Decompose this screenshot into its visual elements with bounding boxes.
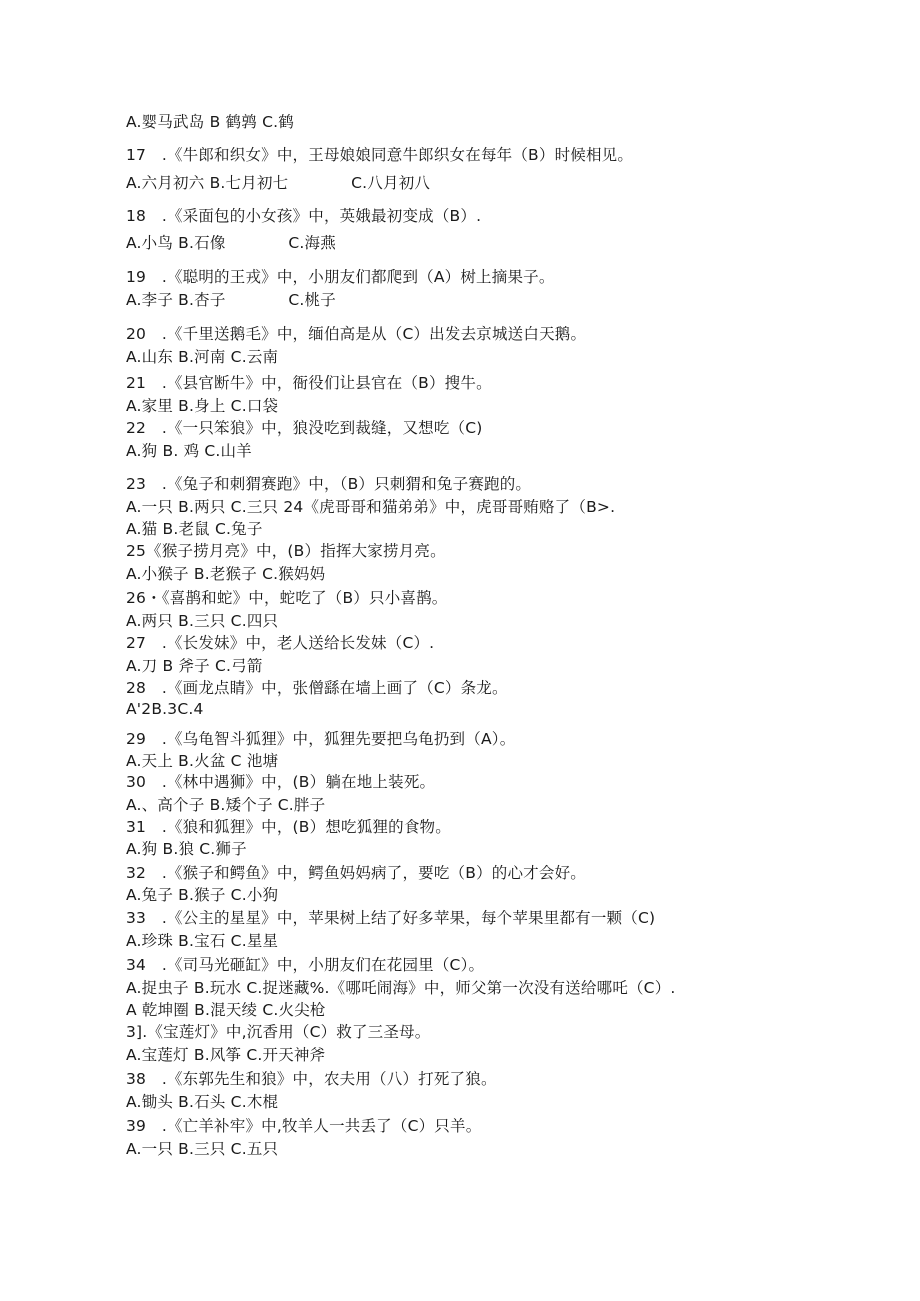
question-32: 32 .《猴子和鳄鱼》中，鳄鱼妈妈病了，要吃（B）的心才会好。 bbox=[126, 864, 586, 882]
question-25: 25《猴子捞月亮》中，(B）指挥大家捞月亮。 bbox=[126, 542, 446, 560]
answer-options-25: A.小猴子 B.老猴子 C.猴妈妈 bbox=[126, 565, 326, 583]
answer-options-28: A'2B.3C.4 bbox=[126, 700, 204, 718]
question-34: 34 .《司马光砸缸》中，小朋友们在花园里（C）。 bbox=[126, 956, 485, 974]
question-19: 19 .《聪明的王戎》中，小朋友们都爬到（A）树上摘果子。 bbox=[126, 268, 555, 286]
question-28: 28 .《画龙点睛》中，张僧繇在墙上画了（C）条龙。 bbox=[126, 679, 508, 697]
question-23: 23 .《兔子和刺猬赛跑》中，（B）只刺猬和兔子赛跑的。 bbox=[126, 475, 532, 493]
answer-options-21: A.家里 B.身上 C.口袋 bbox=[126, 397, 279, 415]
answer-options-29: A.天上 B.火盆 C 池塘 bbox=[126, 752, 279, 770]
answer-options-17: A.六月初六 B.七月初七 C.八月初八 bbox=[126, 174, 431, 192]
answer-options-33: A.珍珠 B.宝石 C.星星 bbox=[126, 932, 279, 950]
answer-options-39: A.一只 B.三只 C.五只 bbox=[126, 1140, 279, 1158]
question-39: 39 .《亡羊补牢》中,牧羊人一共丢了（C）只羊。 bbox=[126, 1117, 482, 1135]
question-37: 3].《宝莲灯》中,沉香用（C）救了三圣母。 bbox=[126, 1023, 431, 1041]
question-27: 27 .《长发妹》中，老人送给长发妹（C）. bbox=[126, 634, 435, 652]
answer-options-24: A.猫 B.老鼠 C.兔子 bbox=[126, 520, 263, 538]
question-31: 31 .《狼和狐狸》中，(B）想吃狐狸的食物。 bbox=[126, 818, 451, 836]
answer-options-31: A.狗 B.狼 C.狮子 bbox=[126, 840, 247, 858]
answer-options-19: A.李子 B.杏子 C.桃子 bbox=[126, 291, 336, 309]
question-21: 21 .《县官断牛》中，衙役们让县官在（B）搜牛。 bbox=[126, 374, 492, 392]
question-30: 30 .《林中遇狮》中，(B）躺在地上装死。 bbox=[126, 773, 436, 791]
question-29: 29 .《乌龟智斗狐狸》中，狐狸先要把乌龟扔到（A）。 bbox=[126, 730, 516, 748]
answer-options-26: A.两只 B.三只 C.四只 bbox=[126, 612, 279, 630]
answer-options-18: A.小鸟 B.石像 C.海燕 bbox=[126, 234, 336, 252]
answer-options-37: A.宝莲灯 B.风筝 C.开天神斧 bbox=[126, 1046, 326, 1064]
question-33: 33 .《公主的星星》中，苹果树上结了好多苹果，每个苹果里都有一颗（C) bbox=[126, 909, 656, 927]
answer-options-38: A.锄头 B.石头 C.木棍 bbox=[126, 1093, 279, 1111]
answer-options-34-question-35: A.捉虫子 B.玩水 C.捉迷藏%.《哪吒闹海》中，师父第一次没有送给哪吒（C）. bbox=[126, 979, 676, 997]
answer-options-35: A 乾坤圈 B.混天绫 C.火尖枪 bbox=[126, 1001, 326, 1019]
question-20: 20 .《千里送鹅毛》中，缅伯高是从（C）出发去京城送白天鹅。 bbox=[126, 325, 587, 343]
answer-options-16: A.婴马武岛 B 鹤鹑 C.鹤 bbox=[126, 113, 294, 131]
question-26: 26・《喜鹊和蛇》中，蛇吃了（B）只小喜鹊。 bbox=[126, 589, 448, 607]
question-17: 17 .《牛郎和织女》中，王母娘娘同意牛郎织女在每年（B）时候相见。 bbox=[126, 146, 634, 164]
answer-options-27: A.刀 B 斧子 C.弓箭 bbox=[126, 657, 263, 675]
answer-options-22: A.狗 B. 鸡 C.山羊 bbox=[126, 442, 252, 460]
answer-options-23-question-24: A.一只 B.两只 C.三只 24《虎哥哥和猫弟弟》中，虎哥哥贿赂了（B>. bbox=[126, 498, 616, 516]
question-18: 18 .《采面包的小女孩》中，英娥最初变成（B）. bbox=[126, 207, 482, 225]
question-38: 38 .《东郭先生和狼》中，农夫用（八）打死了狼。 bbox=[126, 1070, 497, 1088]
answer-options-20: A.山东 B.河南 C.云南 bbox=[126, 348, 279, 366]
question-22: 22 .《一只笨狼》中，狼没吃到裁缝，又想吃（C) bbox=[126, 419, 483, 437]
answer-options-32: A.兔子 B.猴子 C.小狗 bbox=[126, 886, 279, 904]
answer-options-30: A.、高个子 B.矮个子 C.胖子 bbox=[126, 796, 326, 814]
